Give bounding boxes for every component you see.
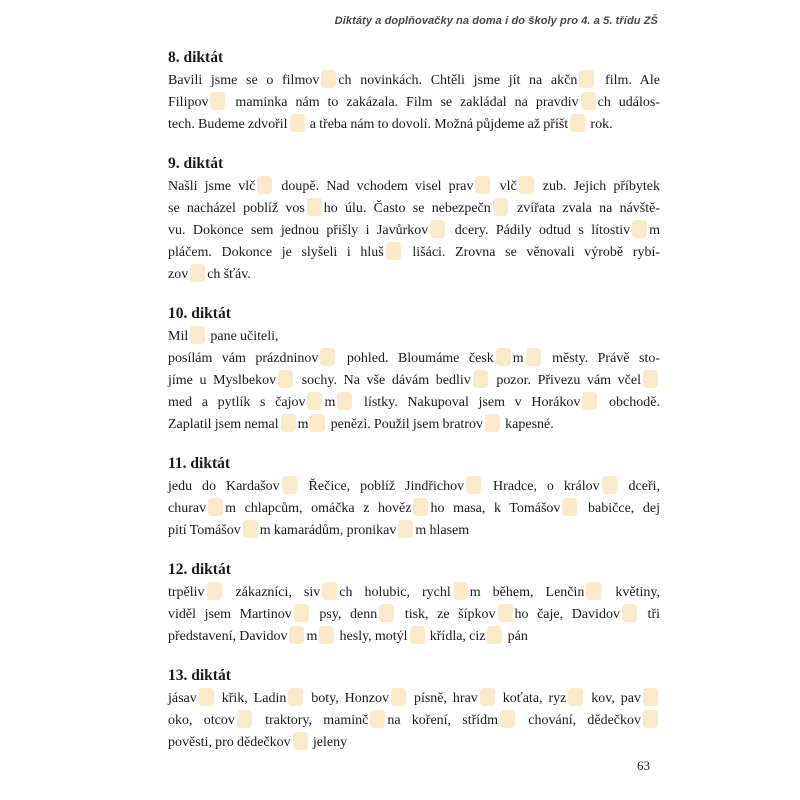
- answer-blank: [391, 688, 406, 706]
- text-segment: churav: [168, 501, 207, 516]
- text-segment: Filipov: [168, 95, 209, 110]
- answer-blank: [257, 176, 272, 194]
- text-segment: ho masa, k Tomášov: [430, 501, 561, 516]
- text-segment: pozor. Přivezu vám včel: [489, 373, 641, 388]
- text-segment: m: [297, 417, 309, 432]
- text-line: [168, 688, 660, 710]
- answer-blank: [500, 710, 515, 728]
- section-heading: 9. diktát: [168, 155, 224, 172]
- text-segment: chování, dědečkov: [517, 713, 641, 728]
- text-segment: sochy. Na vše dávám bedliv: [295, 373, 471, 388]
- answer-blank: [453, 582, 468, 600]
- text-segment: tech. Budeme zdvořil: [168, 117, 288, 132]
- text-line: [168, 264, 660, 286]
- section-heading: 12. diktát: [168, 561, 231, 578]
- text-segment: křik, Ladin: [215, 691, 287, 706]
- text-segment: babičce, dej: [579, 501, 660, 516]
- section-heading: 13. diktát: [168, 667, 231, 684]
- text-segment: kov, pav: [585, 691, 642, 706]
- text-segment: vu. Dokonce sem jednou přišly i Javůrkov: [168, 223, 429, 238]
- answer-blank: [480, 688, 495, 706]
- answer-blank: [282, 476, 297, 494]
- text-line: [168, 626, 660, 648]
- text-segment: písně, hrav: [408, 691, 478, 706]
- answer-blank: [475, 176, 490, 194]
- answer-blank: [237, 710, 252, 728]
- answer-blank: [281, 414, 296, 432]
- text-segment: boty, Honzov: [305, 691, 390, 706]
- answer-blank: [199, 688, 214, 706]
- text-segment: pane učiteli,: [207, 329, 279, 344]
- text-segment: tři: [638, 607, 660, 622]
- text-segment: oko, otcov: [168, 713, 235, 728]
- answer-blank: [278, 370, 293, 388]
- text-line: [168, 414, 660, 436]
- text-segment: m: [649, 223, 660, 238]
- answer-blank: [337, 392, 352, 410]
- answer-blank: [294, 604, 309, 622]
- answer-blank: [487, 626, 502, 644]
- answer-blank: [643, 710, 658, 728]
- text-segment: pláčem. Dokonce je slyšeli i hluš: [168, 245, 384, 260]
- text-segment: posílám vám prázdninov: [168, 351, 319, 366]
- answer-blank: [568, 688, 583, 706]
- text-line: [168, 220, 660, 242]
- text-segment: dcery. Pádily odtud s lítostiv: [447, 223, 631, 238]
- text-segment: rok.: [587, 117, 613, 132]
- text-segment: Našli jsme vlč: [168, 179, 256, 194]
- answer-blank: [466, 476, 481, 494]
- text-segment: pán: [504, 629, 528, 644]
- text-line: [168, 476, 660, 498]
- answer-blank: [190, 264, 205, 282]
- answer-blank: [496, 348, 511, 366]
- text-segment: na koření, střídm: [387, 713, 499, 728]
- text-line: [168, 92, 660, 114]
- answer-blank: [473, 370, 488, 388]
- text-segment: jíme u Myslbekov: [168, 373, 277, 388]
- answer-blank: [579, 70, 594, 88]
- text-segment: zov: [168, 267, 189, 282]
- text-line: [168, 326, 660, 348]
- text-segment: se nacházel poblíž vos: [168, 201, 305, 216]
- text-line: [168, 70, 660, 92]
- text-segment: psy, denn: [310, 607, 378, 622]
- text-segment: ch holubic, rychl: [339, 585, 451, 600]
- answer-blank: [413, 498, 428, 516]
- text-segment: Řečice, poblíž Jindřichov: [298, 479, 465, 494]
- dictation-section: [168, 46, 660, 136]
- answer-blank: [622, 604, 637, 622]
- text-line: [168, 710, 660, 732]
- text-segment: m hlasem: [415, 523, 470, 538]
- answer-blank: [288, 688, 303, 706]
- text-line: [168, 114, 660, 136]
- text-segment: jedu do Kardašov: [168, 479, 280, 494]
- text-segment: trpěliv: [168, 585, 205, 600]
- text-segment: Mil: [168, 329, 189, 344]
- text-segment: m chlapcům, omáčka z hověz: [225, 501, 412, 516]
- answer-blank: [493, 198, 508, 216]
- text-segment: m: [306, 629, 318, 644]
- answer-blank: [643, 370, 658, 388]
- text-segment: doupě. Nad vchodem visel prav: [274, 179, 474, 194]
- text-segment: m kamarádům, pronikav: [259, 523, 397, 538]
- answer-blank: [310, 414, 325, 432]
- text-segment: dceři,: [618, 479, 661, 494]
- answer-blank: [519, 176, 534, 194]
- answer-blank: [643, 688, 658, 706]
- text-segment: pohled. Bloumáme česk: [337, 351, 494, 366]
- answer-blank: [293, 732, 308, 750]
- text-segment: Hradce, o králov: [483, 479, 600, 494]
- answer-blank: [320, 348, 335, 366]
- answer-blank: [370, 710, 385, 728]
- answer-blank: [290, 114, 305, 132]
- text-segment: zvířata zvala na návště-: [509, 201, 661, 216]
- text-segment: hesly, motýl: [336, 629, 408, 644]
- text-segment: Zaplatil jsem nemal: [168, 417, 279, 432]
- dictation-section: [168, 558, 660, 648]
- text-segment: ch novinkách. Chtěli jsme jít na akčn: [338, 73, 578, 88]
- text-segment: ch událos-: [597, 95, 660, 110]
- text-segment: kapesné.: [501, 417, 554, 432]
- answer-blank: [570, 114, 585, 132]
- text-segment: m během, Lenčin: [469, 585, 585, 600]
- answer-blank: [210, 92, 225, 110]
- text-line: [168, 732, 660, 754]
- text-segment: lišáci. Zrovna se věnovali výrobě rybí-: [402, 245, 660, 260]
- text-segment: jeleny: [309, 735, 348, 750]
- answer-blank: [498, 604, 513, 622]
- answer-blank: [398, 520, 413, 538]
- answer-blank: [208, 498, 223, 516]
- answer-blank: [526, 348, 541, 366]
- answer-blank: [410, 626, 425, 644]
- text-line: [168, 498, 660, 520]
- answer-blank: [190, 326, 205, 344]
- text-segment: květiny,: [603, 585, 660, 600]
- text-segment: tisk, ze šípkov: [396, 607, 496, 622]
- text-line: [168, 176, 660, 198]
- dictation-section: [168, 302, 660, 436]
- answer-blank: [632, 220, 647, 238]
- answer-blank: [386, 242, 401, 260]
- text-segment: ho čaje, Davidov: [514, 607, 620, 622]
- answer-blank: [602, 476, 617, 494]
- text-segment: m: [512, 351, 524, 366]
- text-segment: pití Tomášov: [168, 523, 241, 538]
- text-line: [168, 604, 660, 626]
- answer-blank: [243, 520, 258, 538]
- text-segment: zub. Jejich příbytek: [535, 179, 660, 194]
- dictation-section: [168, 452, 660, 542]
- text-line: [168, 582, 660, 604]
- text-line: [168, 392, 660, 414]
- text-segment: vlč: [492, 179, 517, 194]
- answer-blank: [307, 198, 322, 216]
- answer-blank: [322, 582, 337, 600]
- text-segment: křídla, ciz: [426, 629, 486, 644]
- text-segment: obchodě.: [599, 395, 660, 410]
- text-segment: představení, Davidov: [168, 629, 288, 644]
- answer-blank: [207, 582, 222, 600]
- text-line: [168, 348, 660, 370]
- answer-blank: [582, 392, 597, 410]
- text-segment: traktory, maminč: [253, 713, 369, 728]
- answer-blank: [485, 414, 500, 432]
- section-heading: 10. diktát: [168, 305, 231, 322]
- text-segment: pověsti, pro dědečkov: [168, 735, 291, 750]
- answer-blank: [581, 92, 596, 110]
- section-heading: 8. diktát: [168, 49, 224, 66]
- text-line: [168, 242, 660, 264]
- page-number: 63: [637, 758, 650, 773]
- answer-blank: [319, 626, 334, 644]
- text-line: [168, 198, 660, 220]
- answer-blank: [289, 626, 304, 644]
- running-header: Diktáty a doplňovačky na doma i do školy pro 4. a 5. třídu ZŠ: [334, 15, 658, 27]
- section-heading: 11. diktát: [168, 455, 231, 472]
- text-segment: Bavili jsme se o filmov: [168, 73, 320, 88]
- answer-blank: [307, 392, 322, 410]
- text-segment: městy. Právě sto-: [542, 351, 660, 366]
- text-segment: viděl jsem Martinov: [168, 607, 292, 622]
- text-line: [168, 520, 660, 542]
- text-segment: lístky. Nakupoval jsem v Horákov: [354, 395, 581, 410]
- text-segment: a třeba nám to dovolí. Možná půjdeme až příšt: [306, 117, 569, 132]
- answer-blank: [586, 582, 601, 600]
- dictation-section: [168, 152, 660, 286]
- text-segment: ch šťáv.: [207, 267, 251, 282]
- text-segment: zákazníci, siv: [223, 585, 321, 600]
- answer-blank: [430, 220, 445, 238]
- answer-blank: [379, 604, 394, 622]
- text-segment: film. Ale: [596, 73, 660, 88]
- text-segment: m: [324, 395, 336, 410]
- text-segment: maminka nám to zakázala. Film se zakládal na pravdiv: [227, 95, 579, 110]
- text-segment: ho úlu. Často se nebezpečn: [323, 201, 491, 216]
- text-line: [168, 370, 660, 392]
- dictation-section: [168, 664, 660, 754]
- answer-blank: [321, 70, 336, 88]
- text-segment: koťata, ryz: [496, 691, 567, 706]
- answer-blank: [562, 498, 577, 516]
- text-segment: jásav: [168, 691, 197, 706]
- dictation-content: [168, 46, 660, 754]
- text-segment: med a pytlík s čajov: [168, 395, 306, 410]
- text-segment: penězi. Použil jsem bratrov: [327, 417, 483, 432]
